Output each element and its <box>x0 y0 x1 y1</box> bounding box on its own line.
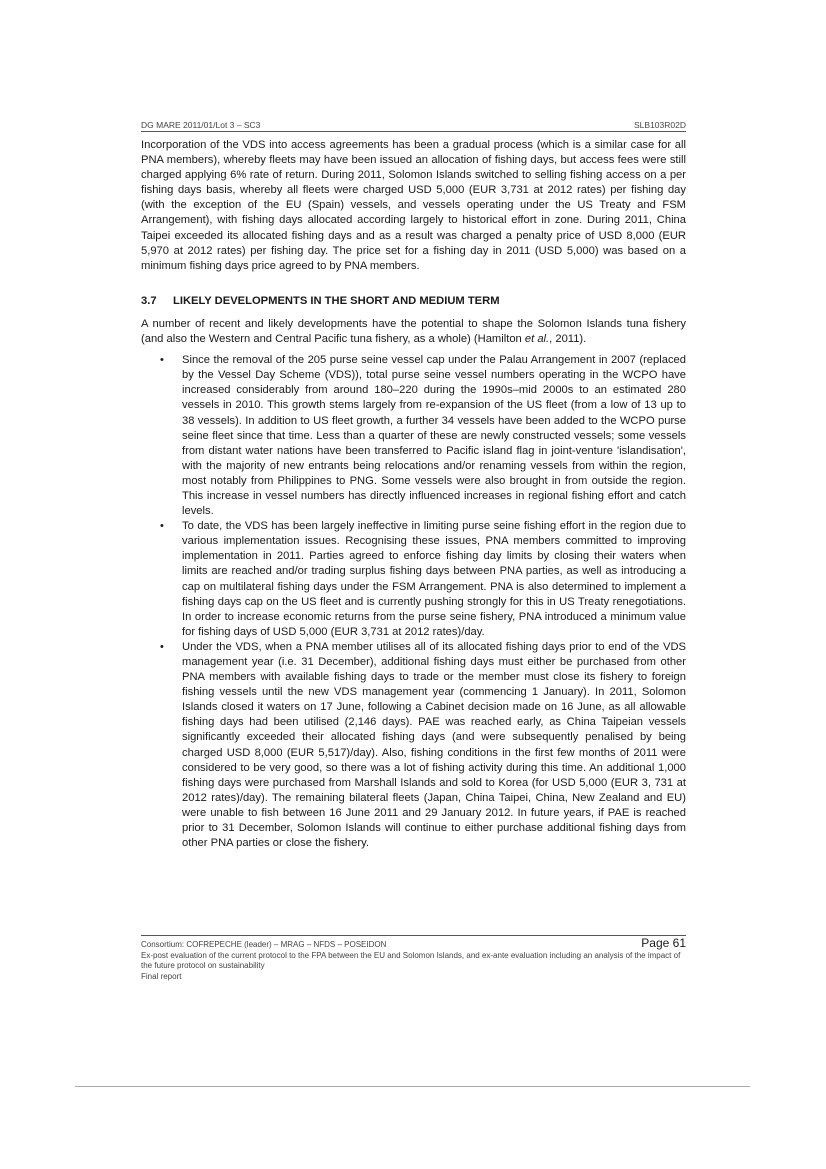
list-item-text: To date, the VDS has been largely ineffective in limiting purse seine fishing effort in the region due to various implementation issues. Recognising these issues, PNA members committed to improving implementation in 2011. Parties agreed to enforce fishing day limits by closing their waters when limits are reached and/or trading surplus fishing days between PNA parties, as well as introducing a cap on multilateral fishing days under the FSM Arrangement. PNA is also determined to implement a fishing days cap on the US fleet and is currently pushing strongly for this in US Treaty renegotiations. In order to increase economic returns from the purse seine fishery, PNA introduced a minimum value for fishing days of USD 5,000 (EUR 3,731 at 2012 rates)/day. <box>182 520 686 638</box>
list-item <box>141 640 686 851</box>
intro-paragraph: Incorporation of the VDS into access agreements has been a gradual process (which is a similar case for all PNA members), whereby fleets may have been issued an allocation of fishing days, but access fees were still charged applying 6% rate of return. During 2011, Solomon Islands switched to selling fishing access on a per fishing days basis, whereby all fleets were charged USD 5,000 (EUR 3,731 at 2012 rates) per fishing day (with the exception of the EU (Spain) vessels, and vessels operating under the US Treaty and FSM Arrangement), with fishing days allocated according largely to historical effort in zone. During 2011, China Taipei exceeded its allocated fishing days and as a result was charged a penalty price of USD 8,000 (EUR 5,970 at 2012 rates) per fishing day. The price set for a fishing day in 2011 (USD 5,000) was based on a minimum fishing days price agreed to by PNA members. <box>141 139 686 272</box>
footer-consortium: Consortium: COFREPECHE (leader) – MRAG – NFDS – POSEIDON <box>141 940 387 949</box>
section-number: 3.7 <box>141 294 157 307</box>
page-header <box>141 120 686 130</box>
section-title: LIKELY DEVELOPMENTS IN THE SHORT AND MEDIUM TERM <box>173 294 500 307</box>
lead-text-italic: et al. <box>524 333 550 346</box>
section-lead-paragraph <box>141 317 686 347</box>
bullet-list <box>141 353 686 851</box>
page-footer <box>141 938 686 982</box>
bullet-icon: • <box>160 640 164 653</box>
page-bottom-divider <box>75 1086 750 1087</box>
list-item-text: Under the VDS, when a PNA member utilises all of its allocated fishing days prior to end of the VDS management year (i.e. 31 December), additional fishing days must either be purchased from other PNA members with available fishing days to trade or the member must close its fishery to foreign fishing vessels until the new VDS management year (commencing 1 January). In 2011, Solomon Islands closed it waters on 17 June, following a Cabinet decision made on 16 June, as all allowable fishing days had been utilised (2,146 days). PAE was reached early, as China Taipeian vessels significantly exceeded their allocated fishing days (and were subsequently penalised by being charged USD 8,000 (EUR 5,517)/day). Also, fishing conditions in the first few months of 2011 were considered to be very good, so there was a lot of fishing activity during this time. An additional 1,000 fishing days were purchased from Marshall Islands and sold to Korea (for USD 5,000 (EUR 3, 731 at 2012 rates)/day). The remaining bilateral fleets (Japan, China Taipei, China, New Zealand and EU) were unable to fish between 16 June 2011 and 29 January 2012. In future years, if PAE is reached prior to 31 December, Solomon Islands will continue to either purchase additional fishing days from other PNA parties or close the fishery. <box>182 640 686 850</box>
header-reference: DG MARE 2011/01/Lot 3 – SC3 <box>141 120 261 130</box>
list-item <box>141 353 686 519</box>
bullet-icon: • <box>160 354 164 367</box>
list-item <box>141 519 686 640</box>
footer-report-type: Final report <box>141 971 182 981</box>
list-item-text: Since the removal of the 205 purse seine vessel cap under the Palau Arrangement in 2007 (replaced by the Vessel Day Scheme (VDS)), total purse seine vessel numbers operating in the WCPO have increased considerably from around 180–220 during the 1990s–mid 2000s to an estimated 280 vessels in 2010. This growth stems largely from re-expansion of the US fleet (from a low of 13 up to 38 vessels). In addition to US fleet growth, a further 34 vessels have been added to the WCPO purse seine fleet since that time. Less than a quarter of these are newly constructed vessels; some vessels from distant water nations have been transferred to Pacific island flag in joint-venture 'islandisation', with the majority of new entrants being relocations and/or renaming vessels from within the region, most notably from Philippines to PNG. Some vessels were also brought in from outside the region. This increase in vessel numbers has directly influenced increases in regional fishing effort and catch levels. <box>182 354 686 518</box>
section-heading <box>141 294 686 309</box>
header-document-code: SLB103R02D <box>634 120 686 130</box>
lead-text-end: , 2011). <box>549 333 587 346</box>
page-number: Page 61 <box>641 936 686 950</box>
header-divider <box>141 131 686 132</box>
footer-divider <box>141 935 686 936</box>
lead-text-start: A number of recent and likely developments have the potential to shape the Solomon Islands tuna fishery (and also the Western and Central Pacific tuna fishery, as a whole) (Hamilton <box>141 317 686 346</box>
page-body <box>141 138 686 851</box>
footer-description: Ex-post evaluation of the current protocol to the FPA between the EU and Solomon Islands, and ex-ante evaluation including an analysis of the impact of the future protocol on sustainability <box>141 950 681 970</box>
bullet-icon: • <box>160 520 164 533</box>
